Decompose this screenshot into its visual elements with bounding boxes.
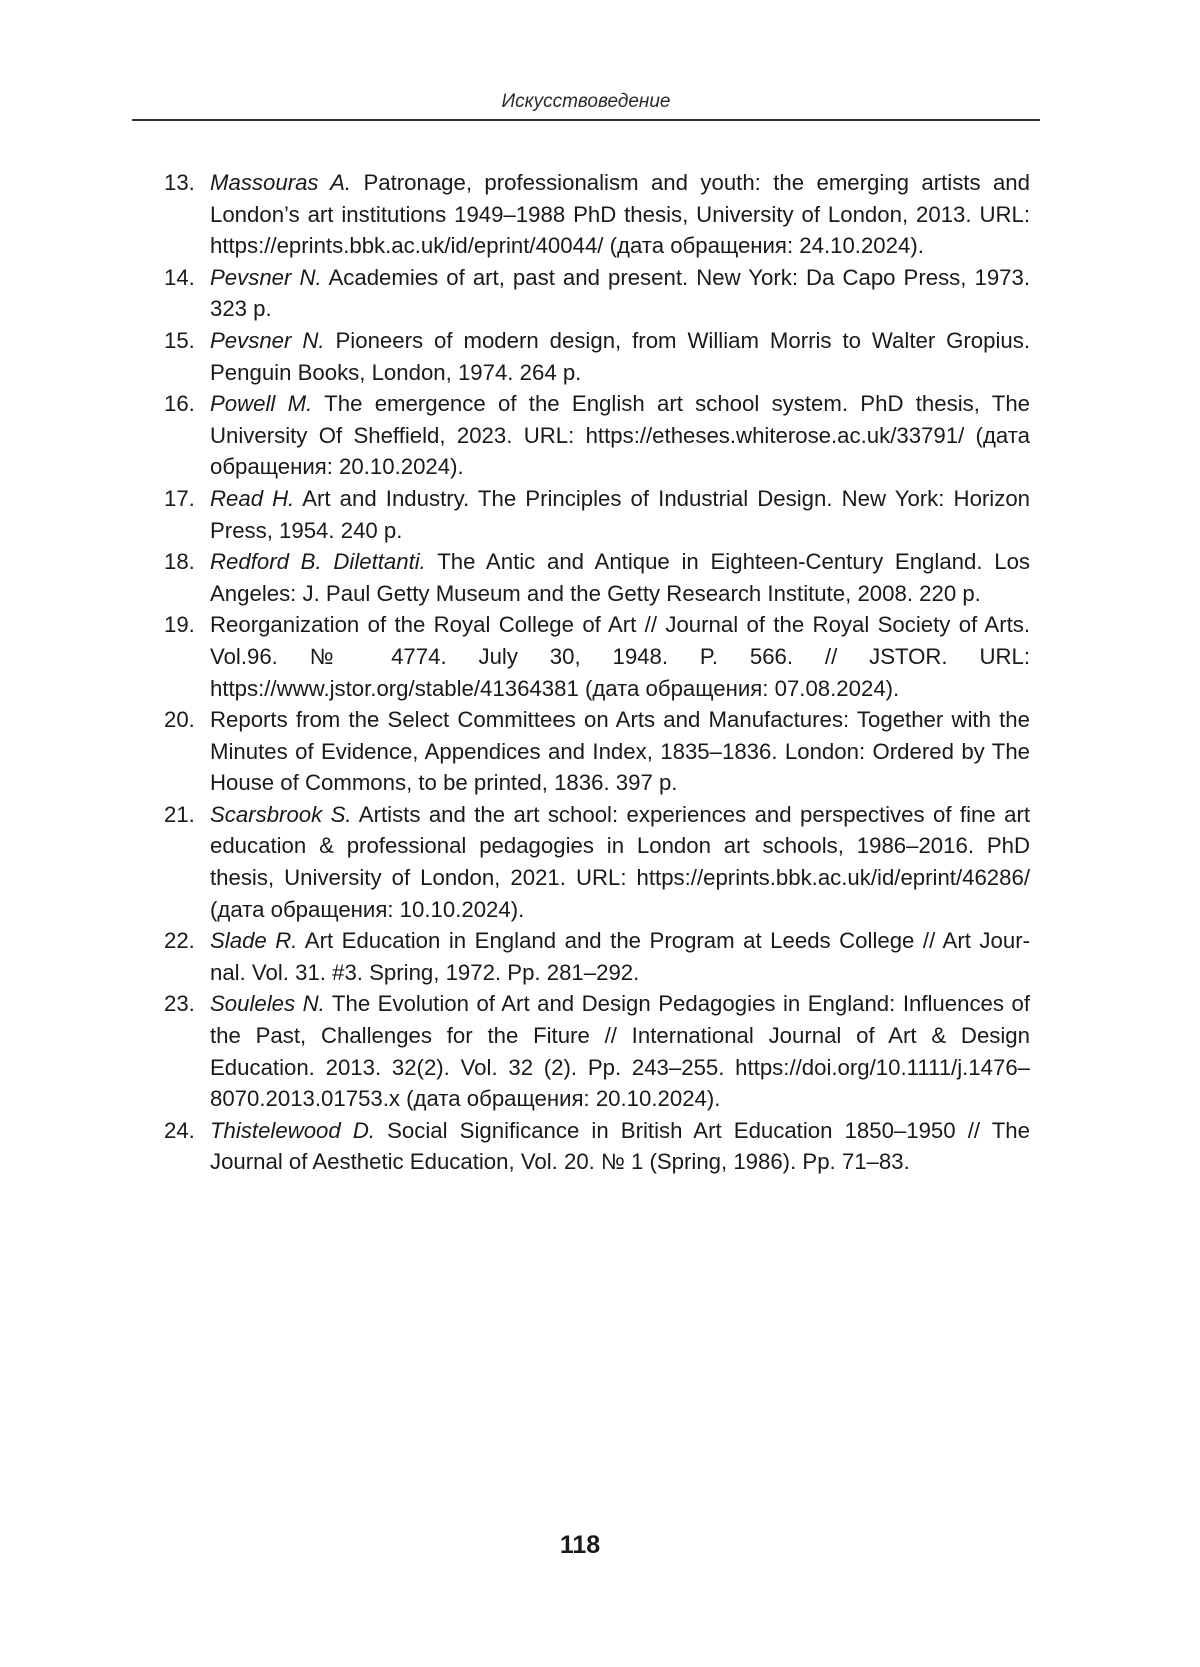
reference-author: Slade R. bbox=[210, 928, 298, 954]
reference-item bbox=[164, 167, 1030, 262]
reference-number: 17. bbox=[164, 485, 195, 511]
reference-text: Pioneers of modern design, from William Morris to Walter Gropius. Penguin Books, London, 1974. 264 p. bbox=[210, 327, 1031, 385]
reference-text: Artists and the art school: experiences and perspectives of fine art education & professional pedagogies in London art schools, 1986–2016. PhD thesis, University of London, 2021. URL: https://eprints.bbk.ac.uk/id/eprint/46286/ (дата обращения: 10.10.2024). bbox=[210, 801, 1030, 922]
reference-item bbox=[164, 262, 1030, 325]
reference-item bbox=[164, 388, 1030, 483]
reference-author: Thistelewood D. bbox=[210, 1117, 376, 1143]
reference-number: 18. bbox=[164, 549, 195, 575]
reference-item bbox=[164, 925, 1030, 988]
reference-author: Redford B. Dilettanti. bbox=[210, 549, 426, 575]
reference-number: 20. bbox=[164, 707, 195, 733]
reference-author: Powell M. bbox=[210, 391, 313, 417]
reference-text: The emergence of the English art school system. PhD thesis, The University Of Sheffield, 2023. URL: https://etheses.whiterose.ac.uk/33791/ (дата обращения: 20.10.2024). bbox=[210, 391, 1030, 480]
reference-item bbox=[164, 704, 1030, 799]
reference-text: Patronage, professionalism and youth: the emerging artists and London’s art institutions 1949–1988 PhD thesis, University of London, 2013. URL: https://eprints.bbk.ac.uk/id/eprint/40044/ (дата обращения: 24.10.2024). bbox=[210, 170, 1030, 259]
reference-number: 19. bbox=[164, 612, 195, 638]
reference-number: 15. bbox=[164, 327, 195, 353]
reference-author: Pevsner N. bbox=[210, 264, 322, 290]
reference-author: Souleles N. bbox=[210, 991, 325, 1017]
reference-author: Pevsner N. bbox=[210, 327, 325, 353]
reference-number: 13. bbox=[164, 170, 195, 195]
reference-number: 16. bbox=[164, 391, 195, 417]
reference-list bbox=[164, 167, 1030, 1178]
reference-item bbox=[164, 483, 1030, 546]
header-divider bbox=[132, 119, 1040, 121]
reference-number: 14. bbox=[164, 264, 195, 290]
reference-text: Social Significance in British Art Education 1850–1950 // The Journal of Aesthetic Education, Vol. 20. № 1 (Spring, 1986). Pp. 71–83. bbox=[210, 1117, 1030, 1175]
reference-number: 21. bbox=[164, 801, 195, 827]
reference-text: Reorganization of the Royal College of Art // Journal of the Royal Society of Arts. Vol.96. № 4774. July 30, 1948. P. 566. // JSTOR. URL: https://www.jstor.org/stable/41364381 (дата обращения: 07.08.2024). bbox=[210, 612, 1030, 701]
reference-item bbox=[164, 1115, 1030, 1178]
reference-author: Scarsbrook S. bbox=[210, 801, 352, 827]
reference-number: 24. bbox=[164, 1117, 195, 1143]
reference-text: The Evolution of Art and Design Pedagogies in England: Influences of the Past, Challenges for the Fiture // International Journal of Art & Design Education. 2013. 32(2). Vol. 32 (2). Pp. 243–255. https://doi.org/10.1111/j.1476–8070.2013.01753.x (дата обращения: 20.10.2024). bbox=[210, 991, 1030, 1112]
page-number: 118 bbox=[559, 1531, 601, 1559]
reference-item bbox=[164, 546, 1030, 609]
reference-text: Art and Industry. The Principles of Industrial Design. New York: Horizon Press, 1954. 240 p. bbox=[210, 485, 1030, 543]
reference-item bbox=[164, 988, 1030, 1114]
reference-author: Massouras A. bbox=[210, 170, 352, 195]
reference-text: The Antic and Antique in Eighteen-Century England. Los Angeles: J. Paul Getty Museum and the Getty Research Institute, 2008. 220 p. bbox=[210, 549, 1031, 606]
reference-author: Read H. bbox=[210, 485, 295, 511]
reference-item bbox=[164, 609, 1030, 704]
reference-text: Art Education in England and the Program at Leeds College // Art Jour-nal. Vol. 31. #3. Spring, 1972. Pp. 281–292. bbox=[210, 928, 1030, 985]
running-title: Искусствоведение bbox=[501, 91, 671, 112]
reference-item bbox=[164, 325, 1030, 388]
reference-number: 22. bbox=[164, 928, 195, 954]
reference-number: 23. bbox=[164, 991, 195, 1017]
reference-item bbox=[164, 799, 1030, 925]
reference-text: Academies of art, past and present. New York: Da Capo Press, 1973. 323 p. bbox=[210, 264, 1031, 322]
reference-text: Reports from the Select Committees on Arts and Manufactures: Together with the Minutes of Evidence, Appendices and Index, 1835–1836. London: Ordered by The House of Commons, to be printed, 1836. 397 p. bbox=[210, 707, 1030, 796]
